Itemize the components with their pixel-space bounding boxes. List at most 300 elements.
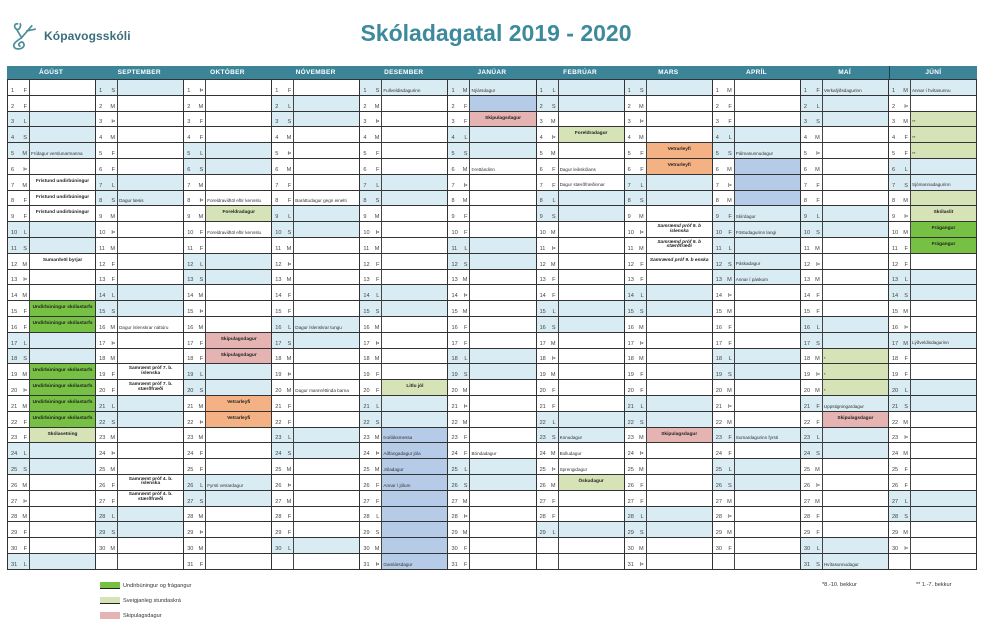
day-row	[272, 348, 359, 364]
day-row	[272, 537, 359, 553]
day-row	[360, 490, 447, 506]
day-row	[448, 205, 535, 221]
day-number: 18	[11, 356, 18, 363]
weekday-letter: L	[640, 293, 644, 300]
day-cell	[801, 522, 823, 537]
weekday-letter: Þ	[551, 356, 556, 363]
day-number: 8	[627, 198, 631, 205]
weekday-letter: F	[111, 150, 116, 157]
weekday-letter: M	[903, 308, 908, 315]
day-number: 5	[539, 150, 543, 157]
day-number: 30	[187, 545, 194, 552]
weekday-letter: F	[23, 214, 27, 221]
legend-item	[100, 593, 191, 608]
event-cell	[911, 475, 976, 490]
day-cell	[713, 538, 735, 553]
day-cell	[96, 175, 118, 190]
day-number: 5	[891, 150, 896, 157]
weekday-letter: F	[552, 403, 556, 410]
weekday-letter: M	[638, 245, 644, 252]
day-number: 15	[627, 308, 634, 315]
day-cell	[625, 443, 647, 458]
day-number: 15	[99, 308, 106, 315]
weekday-letter: Þ	[904, 545, 908, 552]
day-row	[889, 427, 976, 443]
weekday-letter: M	[110, 214, 116, 221]
event-cell	[911, 96, 976, 111]
weekday-letter: M	[462, 419, 468, 426]
event-cell: Frístund undirbúningur	[35, 194, 90, 200]
day-cell	[272, 507, 294, 522]
weekday-letter: M	[374, 103, 380, 110]
day-cell	[625, 159, 647, 174]
day-row	[448, 458, 535, 474]
day-cell	[713, 191, 735, 206]
weekday-letter: L	[816, 545, 820, 552]
day-cell	[889, 443, 911, 458]
day-number: 12	[11, 261, 18, 268]
day-number: 18	[803, 356, 811, 363]
day-number: 16	[627, 324, 634, 331]
weekday-letter: Þ	[111, 119, 116, 126]
day-cell	[96, 80, 118, 95]
day-number: 21	[891, 403, 899, 410]
weekday-letter: L	[552, 530, 556, 537]
day-row	[360, 427, 447, 443]
day-cell	[96, 554, 118, 569]
day-cell	[801, 491, 823, 506]
day-number: 11	[275, 245, 282, 252]
weekday-letter: L	[23, 561, 27, 568]
weekday-letter: S	[111, 419, 116, 426]
day-row	[713, 506, 800, 522]
day-row	[713, 363, 800, 379]
day-cell	[448, 475, 470, 490]
day-cell	[801, 317, 823, 332]
event-cell	[118, 412, 183, 427]
weekday-letter: S	[287, 119, 292, 126]
day-row	[537, 506, 624, 522]
day-number: 8	[99, 198, 103, 205]
weekday-letter: M	[815, 245, 820, 252]
month-column	[272, 79, 360, 569]
day-number: 9	[275, 214, 279, 221]
day-cell	[448, 507, 470, 522]
day-row	[625, 284, 712, 300]
day-number: 20	[803, 387, 811, 394]
day-number: 11	[187, 245, 193, 252]
legend-item	[100, 608, 191, 623]
event-cell	[647, 554, 712, 569]
weekday-letter: M	[903, 340, 908, 347]
event-cell	[30, 349, 95, 364]
event-cell: Annar í hvítasunnu	[911, 80, 976, 95]
day-cell	[625, 143, 647, 158]
weekday-letter: F	[375, 261, 380, 268]
day-number: 6	[363, 166, 367, 173]
event-cell: Fyrsti vetrardagur	[206, 475, 271, 490]
day-number: 6	[803, 166, 807, 173]
event-cell	[823, 127, 888, 142]
event-cell	[647, 191, 712, 206]
event-cell	[30, 538, 95, 553]
day-cell	[272, 175, 294, 190]
event-cell	[647, 459, 712, 474]
day-cell	[360, 238, 382, 253]
legend-label: Skipulagsdagur	[123, 612, 162, 619]
day-cell	[625, 222, 647, 237]
day-number: 24	[275, 451, 282, 458]
month-header-0: ÁGÚST	[38, 69, 64, 76]
day-row	[8, 332, 95, 348]
weekday-letter: S	[23, 356, 27, 363]
weekday-letter: M	[903, 198, 908, 205]
weekday-letter: M	[198, 545, 204, 552]
event-cell	[118, 238, 183, 253]
day-row	[537, 142, 624, 158]
day-number: 20	[275, 387, 282, 394]
day-cell	[537, 475, 559, 490]
weekday-letter: M	[638, 435, 644, 442]
event-cell	[382, 270, 447, 285]
event-cell	[294, 254, 359, 269]
weekday-letter: F	[23, 530, 27, 537]
event-cell: Annar í jólum	[382, 475, 447, 490]
weekday-letter: Þ	[728, 182, 732, 189]
day-number: 19	[539, 372, 546, 379]
day-cell	[184, 301, 206, 316]
day-cell	[625, 96, 647, 111]
day-number: 27	[715, 498, 722, 505]
day-row	[889, 537, 976, 553]
day-cell	[625, 191, 647, 206]
day-number: 29	[539, 530, 546, 537]
day-row	[713, 174, 800, 190]
legend-swatch-icon	[100, 597, 120, 604]
day-row	[889, 269, 976, 285]
weekday-letter: F	[287, 308, 292, 315]
event-cell: Dagur leikskólans	[559, 166, 596, 172]
day-cell	[8, 222, 30, 237]
day-number: 18	[715, 356, 722, 363]
event-cell: Undirbúningur skólastarfs	[30, 396, 95, 411]
day-number: 18	[539, 356, 546, 363]
day-cell	[96, 459, 118, 474]
event-cell	[559, 112, 624, 127]
day-row	[889, 395, 976, 411]
logo-text: Kópavogsskóli	[44, 29, 131, 43]
weekday-letter: S	[287, 340, 292, 347]
day-row	[360, 79, 447, 95]
day-number: 13	[627, 277, 634, 284]
weekday-letter: L	[640, 182, 644, 189]
day-number: 7	[187, 182, 191, 189]
event-cell	[294, 491, 359, 506]
weekday-letter: F	[816, 419, 820, 426]
day-row	[889, 79, 976, 95]
weekday-letter: F	[816, 182, 820, 189]
day-row	[537, 348, 624, 364]
day-cell	[889, 491, 911, 506]
day-cell	[625, 254, 647, 269]
day-row	[8, 142, 95, 158]
day-cell	[360, 459, 382, 474]
weekday-letter: L	[376, 403, 380, 410]
day-cell	[537, 238, 559, 253]
event-cell	[823, 459, 888, 474]
weekday-letter: Þ	[199, 308, 204, 315]
day-number: 13	[451, 277, 458, 284]
day-cell	[448, 206, 470, 221]
weekday-letter: F	[904, 150, 908, 157]
day-row	[272, 300, 359, 316]
event-cell: Dagur íslenskrar náttúru	[119, 324, 169, 330]
weekday-letter: S	[639, 308, 644, 315]
event-cell	[735, 301, 800, 316]
day-cell	[713, 270, 735, 285]
weekday-letter: F	[640, 498, 644, 505]
day-number: 23	[803, 435, 811, 442]
weekday-letter: M	[198, 214, 204, 221]
day-number: 15	[451, 308, 458, 315]
event-cell	[30, 554, 95, 569]
day-number: 25	[891, 466, 899, 473]
day-number: 25	[275, 466, 282, 473]
day-cell	[537, 349, 559, 364]
event-cell	[911, 159, 976, 174]
event-cell	[911, 443, 976, 458]
day-cell	[625, 554, 647, 569]
day-row	[360, 95, 447, 111]
event-cell	[294, 238, 359, 253]
event-cell: Dagur íslenskrar tungu	[294, 317, 359, 332]
weekday-letter: M	[815, 135, 820, 142]
day-number: 8	[451, 198, 455, 205]
event-cell: Skírdagur	[735, 206, 800, 221]
day-row	[537, 427, 624, 443]
event-cell	[206, 175, 271, 190]
day-row	[8, 190, 95, 206]
day-number: 14	[627, 293, 634, 300]
event-cell: Samræmt próf 4. b. íslenska	[128, 476, 173, 487]
month-column	[625, 79, 713, 569]
day-row	[184, 158, 271, 174]
weekday-letter: F	[464, 103, 468, 110]
day-number: 10	[627, 229, 634, 236]
weekday-letter: L	[23, 229, 27, 236]
day-row	[272, 95, 359, 111]
day-cell	[360, 285, 382, 300]
day-row	[8, 506, 95, 522]
day-row	[801, 284, 888, 300]
weekday-letter: F	[464, 229, 468, 236]
day-row	[448, 506, 535, 522]
weekday-letter: S	[551, 214, 556, 221]
day-row	[272, 427, 359, 443]
day-number: 31	[187, 561, 194, 568]
day-row	[537, 316, 624, 332]
day-row	[360, 332, 447, 348]
day-row	[713, 379, 800, 395]
day-number: 10	[275, 229, 282, 236]
weekday-letter: Þ	[287, 482, 292, 489]
event-cell: Samræmt próf 7. b. íslenska	[128, 365, 173, 376]
event-cell	[911, 270, 976, 285]
day-number: 9	[539, 214, 543, 221]
weekday-letter: S	[23, 245, 27, 252]
day-number: 7	[891, 182, 896, 189]
day-row	[625, 363, 712, 379]
day-row	[625, 205, 712, 221]
day-row	[801, 300, 888, 316]
event-cell	[206, 270, 271, 285]
day-number: 1	[11, 87, 15, 94]
day-row	[625, 237, 712, 253]
event-cell: Vetrarleyfi	[206, 412, 271, 427]
day-cell	[889, 80, 911, 95]
day-number: 2	[451, 103, 455, 110]
day-number: 14	[539, 293, 546, 300]
weekday-letter: L	[816, 103, 820, 110]
day-cell	[272, 522, 294, 537]
day-number: 23	[539, 435, 546, 442]
day-cell	[625, 301, 647, 316]
day-row	[448, 190, 535, 206]
day-number: 27	[803, 498, 811, 505]
event-cell	[735, 475, 800, 490]
day-cell	[184, 191, 206, 206]
day-cell	[184, 285, 206, 300]
day-number: 1	[539, 87, 543, 94]
day-number: 2	[627, 103, 631, 110]
day-number: 26	[187, 482, 194, 489]
weekday-letter: M	[198, 182, 204, 189]
day-number: 21	[803, 403, 811, 410]
day-cell	[625, 317, 647, 332]
day-number: 17	[627, 340, 634, 347]
event-cell: Sjómannadagurinn	[911, 175, 976, 190]
day-number: 29	[363, 530, 370, 537]
day-number: 21	[187, 403, 194, 410]
day-cell	[96, 191, 118, 206]
weekday-letter: F	[464, 324, 468, 331]
day-cell	[537, 333, 559, 348]
weekday-letter: M	[727, 308, 732, 315]
weekday-letter: M	[286, 135, 292, 142]
day-number: 28	[627, 514, 634, 521]
weekday-letter: F	[199, 340, 204, 347]
event-cell	[647, 175, 712, 190]
day-row	[801, 79, 888, 95]
day-cell	[625, 333, 647, 348]
day-row	[184, 142, 271, 158]
weekday-letter: F	[199, 466, 204, 473]
day-number: 5	[187, 150, 191, 157]
weekday-letter: M	[198, 403, 204, 410]
day-number: 7	[275, 182, 279, 189]
event-cell	[382, 412, 447, 427]
day-number: 26	[99, 482, 106, 489]
day-number: 31	[11, 561, 18, 568]
day-row	[96, 126, 183, 142]
day-row	[448, 363, 535, 379]
day-number: 14	[891, 293, 899, 300]
event-cell	[118, 285, 183, 300]
event-cell	[382, 238, 447, 253]
day-number: 11	[363, 245, 370, 252]
weekday-letter: F	[199, 451, 204, 458]
event-cell	[30, 96, 95, 111]
day-row	[625, 111, 712, 127]
event-cell	[647, 270, 712, 285]
day-row	[537, 300, 624, 316]
legend-swatch-icon	[100, 582, 120, 589]
day-cell	[448, 380, 470, 395]
day-number: 30	[99, 545, 106, 552]
day-number: 20	[11, 387, 18, 394]
day-row	[537, 395, 624, 411]
day-number: 1	[627, 87, 631, 94]
month-column	[889, 79, 977, 569]
event-cell: Skólaslit	[911, 206, 976, 221]
event-cell	[559, 285, 624, 300]
day-row	[272, 506, 359, 522]
day-number: 26	[451, 482, 458, 489]
day-number: 24	[539, 451, 546, 458]
event-cell	[30, 507, 95, 522]
day-number: 2	[715, 103, 719, 110]
day-row	[448, 411, 535, 427]
weekday-letter: F	[728, 545, 732, 552]
day-cell	[801, 412, 823, 427]
day-row	[625, 521, 712, 537]
event-cell	[382, 285, 447, 300]
weekday-letter: F	[728, 229, 732, 236]
day-cell	[272, 112, 294, 127]
weekday-letter: F	[816, 530, 820, 537]
day-cell	[625, 412, 647, 427]
day-number: 3	[627, 119, 631, 126]
day-number: 10	[11, 229, 18, 236]
day-cell	[360, 143, 382, 158]
day-number: 12	[99, 261, 106, 268]
day-number: 17	[891, 340, 899, 347]
day-row	[537, 363, 624, 379]
weekday-letter: M	[638, 214, 644, 221]
day-cell	[184, 443, 206, 458]
event-cell: Verkalýðsdagurinn	[823, 80, 888, 95]
day-number: 17	[803, 340, 811, 347]
day-number: 9	[187, 214, 191, 221]
day-row	[448, 316, 535, 332]
day-cell	[801, 191, 823, 206]
day-number: 22	[539, 419, 546, 426]
event-cell: Frístund undirbúningur	[35, 210, 90, 216]
day-row	[272, 442, 359, 458]
day-row	[184, 395, 271, 411]
day-row	[360, 190, 447, 206]
day-number: 9	[451, 214, 455, 221]
weekday-letter: F	[199, 561, 204, 568]
day-row	[360, 506, 447, 522]
weekday-letter: M	[462, 530, 468, 537]
event-cell	[206, 522, 271, 537]
weekday-letter: F	[199, 229, 204, 236]
day-cell	[8, 238, 30, 253]
weekday-letter: L	[200, 482, 204, 489]
event-cell	[118, 143, 183, 158]
event-cell	[559, 380, 624, 395]
